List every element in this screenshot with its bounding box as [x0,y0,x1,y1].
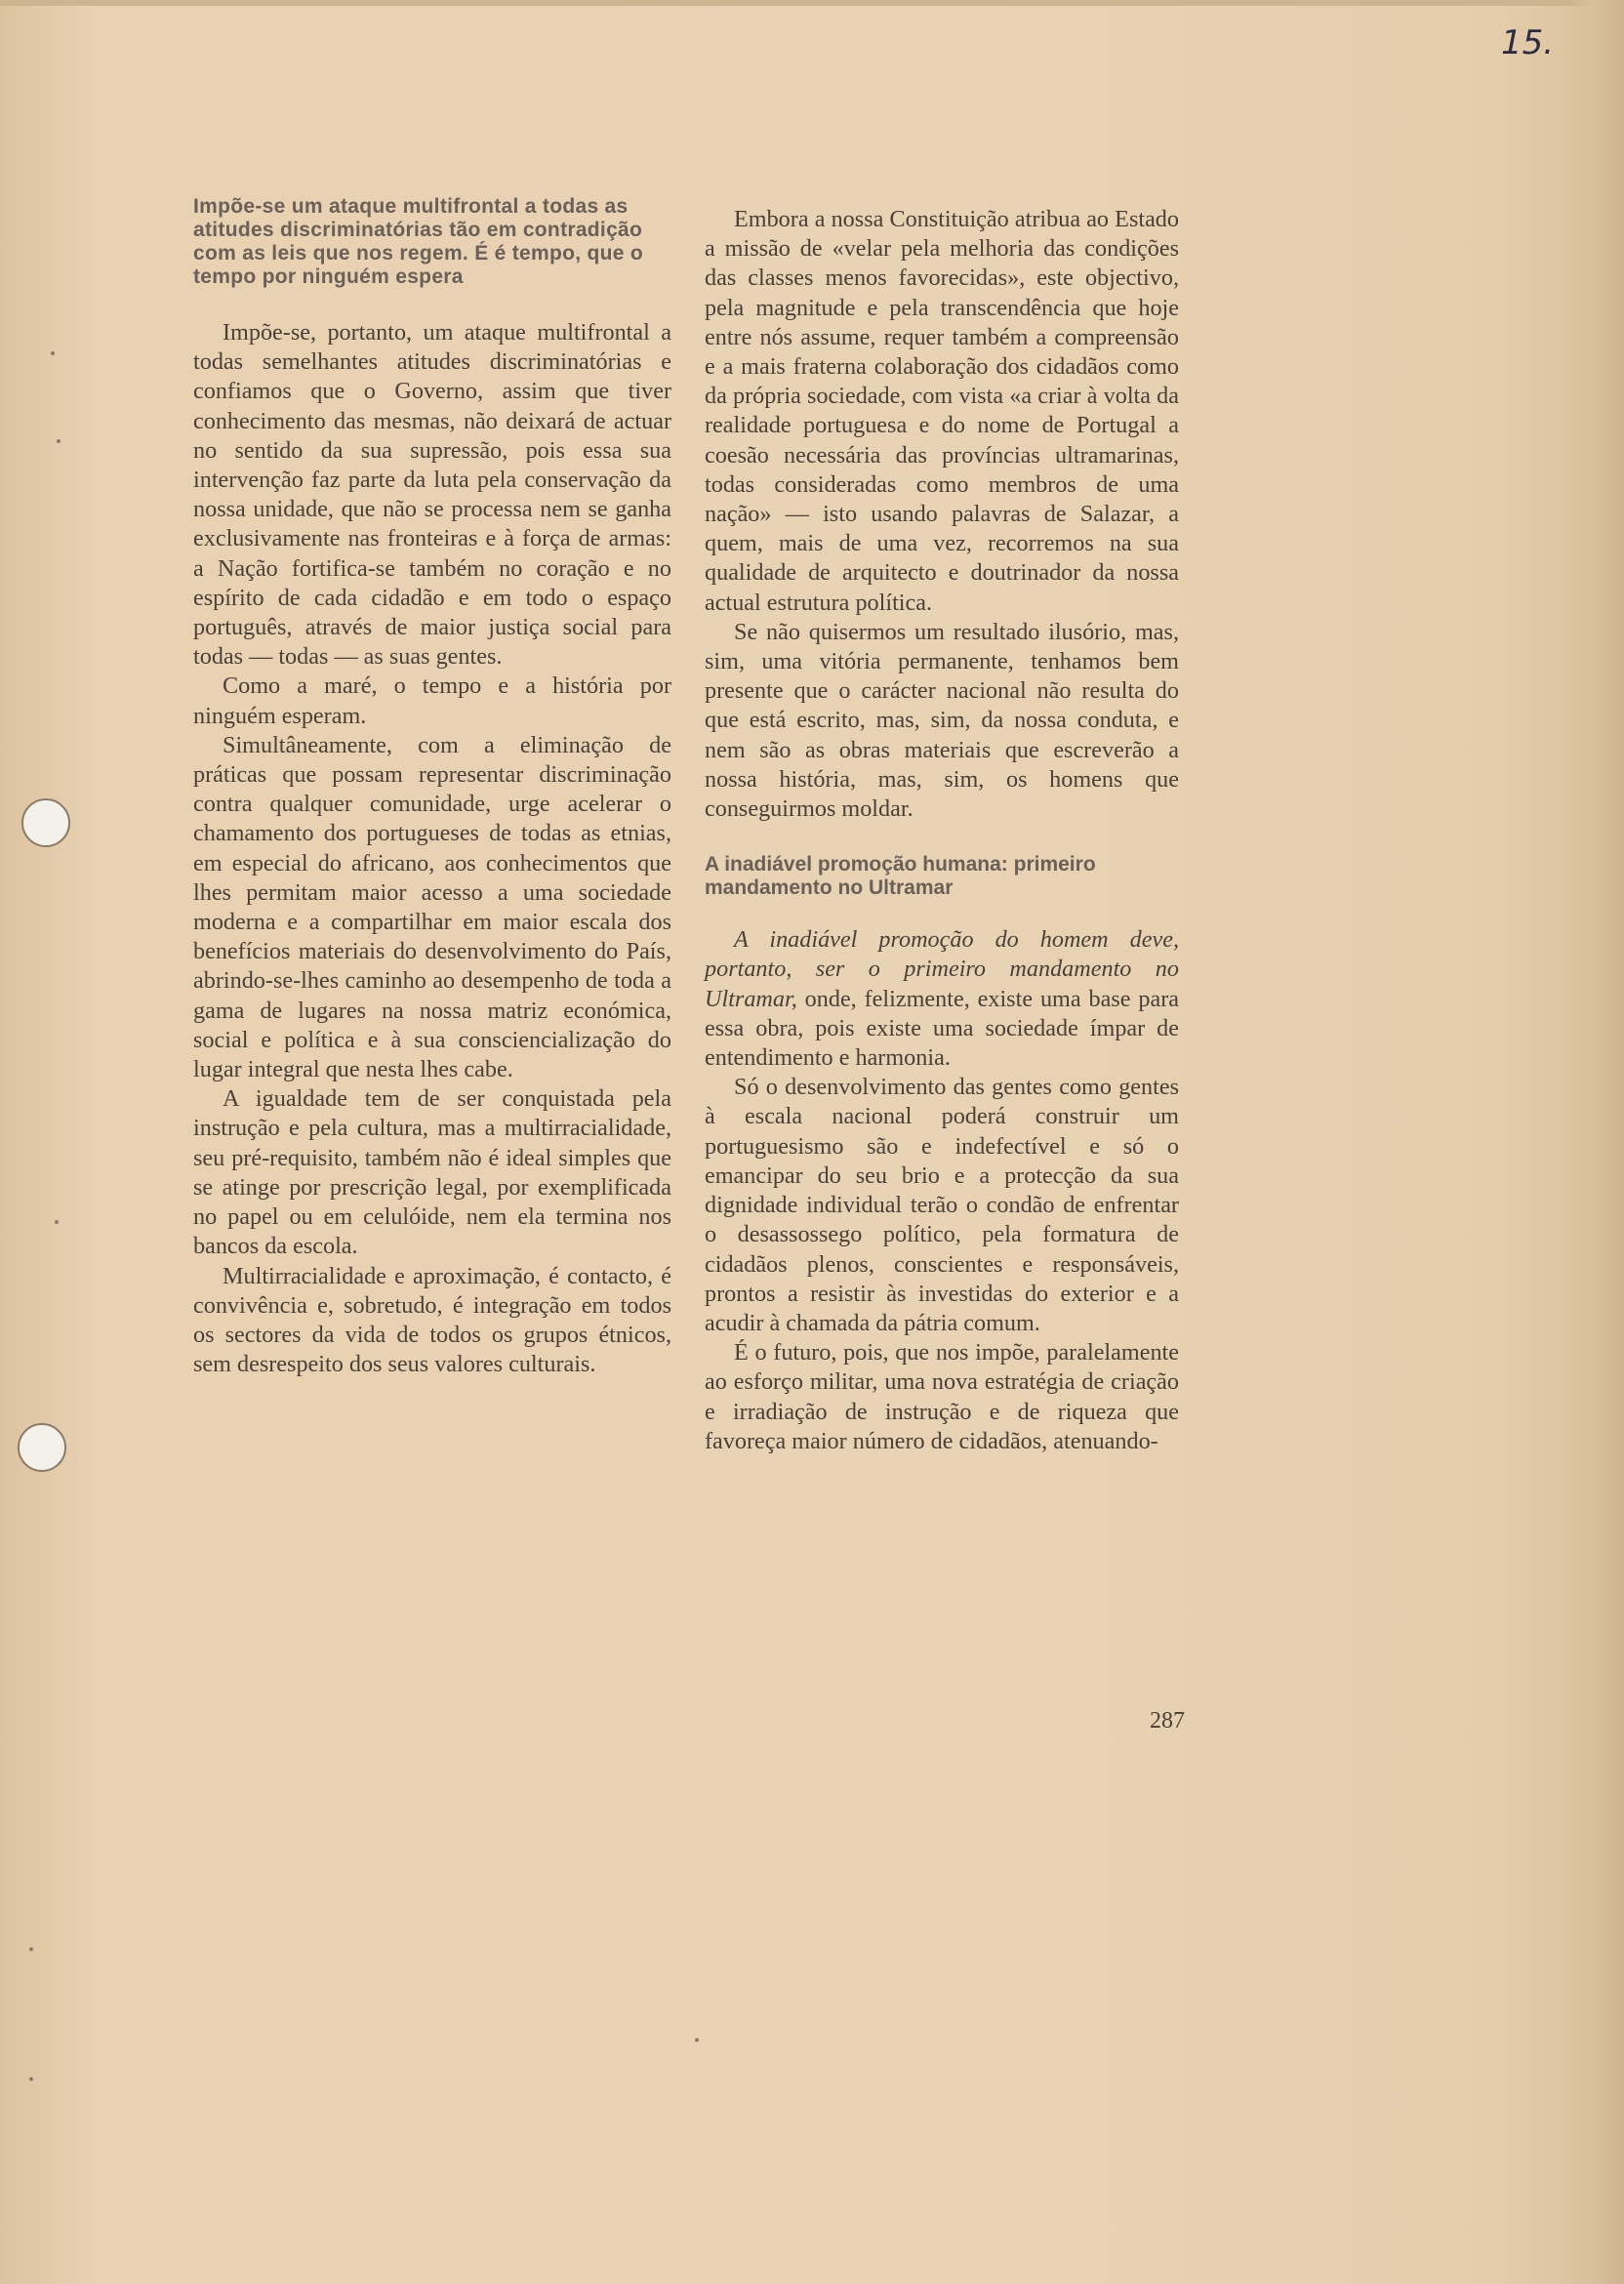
punch-hole-bottom [18,1423,66,1472]
paper-right-edge [1571,0,1624,2284]
right-paragraph-italic-lead [705,925,1179,1073]
italic-lead-rest: onde, felizmente, existe uma base para essa obra, pois existe uma sociedade ímpar de entendimento e harmonia. [705,985,1179,1072]
left-paragraph-5: Multirracialidade e aproximação, é contacto, é convivência e, sobretudo, é integração em todos os sectores da vida de todos os grupos étnicos, sem desrespeito dos seus valores culturais. [193,1262,671,1378]
paper-top-edge [0,0,1624,6]
punch-hole-top [21,798,70,847]
paper-speck [57,439,61,443]
right-paragraph-2: Se não quisermos um resultado ilusório, mas, sim, uma vitória permanente, tenhamos bem presente que o carácter nacional não resulta do que está escrito, mas, sim, da nossa conduta, e nem são as obras materiais que escreverão a nossa história, mas, sim, os homens que conseguirmos moldar. [705,618,1179,823]
right-paragraph-3: Só o desenvolvimento das gentes como gentes à escala nacional poderá construir um portuguesismo são e indefectível e só o emancipar do seu brio e a protecção da sua dignidade individual terão o condão de enfrentar o desassossego político, pela formatura de cidadãos plenos, conscientes e responsáveis, prontos a resistir às investidas do exterior e a acudir à chamada da pátria comum. [705,1074,1179,1336]
right-column-heading: A inadiável promoção humana: primeiro mandamento no Ultramar [705,853,1096,900]
paper-speck [695,2038,699,2042]
page-number: 287 [1150,1708,1185,1733]
paper-speck [29,2077,33,2081]
handwritten-folio-number: 15. [1501,23,1555,62]
right-column [705,205,1179,1456]
italic-lead-text: A inadiável promoção do homem deve, portanto, ser o primeiro mandamento no Ultramar, [705,926,1179,1012]
left-paragraph-1: Impõe-se, portanto, um ataque multifrontal a todas semelhantes atitudes discriminatórias e confiamos que o Governo, assim que tiver conhecimento das mesmas, não deixará de actuar no sentido da sua supressão, pois essa sua intervenção faz parte da luta pela conservação da nossa unidade, que não se processa nem se ganha exclusivamente nas fronteiras e à força de armas: a Nação fortifica-se também no coração e no espírito de cada cidadão e em todo o espaço português, através de maior justiça social para todas — todas — as suas gentes. [193,319,671,671]
paper-speck [29,1947,33,1951]
left-paragraph-2: Como a maré, o tempo e a história por ninguém esperam. [193,673,671,729]
left-column [193,195,671,1379]
left-paragraph-3: Simultâneamente, com a eliminação de práticas que possam representar discriminação contra qualquer comunidade, urge acelerar o chamamento dos portugueses de todas as etnias, em especial do africano, aos conhecimentos que lhes permitam maior acesso a uma sociedade moderna e a compartilhar em maior escala dos benefícios materiais do desenvolvimento do País, abrindo-se-lhes caminho ao desempenho de toda a gama de lugares na nossa matriz económica, social e política e à sua consciencialização do lugar integral que nesta lhes cabe. [193,731,671,1083]
paper-speck [51,351,55,355]
paper-speck [55,1220,59,1224]
right-paragraph-4: É o futuro, pois, que nos impõe, paralelamente ao esforço militar, uma nova estratégia de criação e irradiação de instrução e de riqueza que favoreça maior número de cidadãos, atenuando- [705,1339,1179,1454]
left-paragraph-4: A igualdade tem de ser conquistada pela instrução e pela cultura, mas a multirracialidade, seu pré-requisito, também não é ideal simples que se atinge por prescrição legal, por exemplificada no papel ou em celulóide, nem ela termina nos bancos da escola. [193,1085,671,1260]
left-column-heading: Impõe-se um ataque multifrontal a todas as atitudes discriminatórias tão em contradição com as leis que nos regem. É é tempo, que o tempo por ninguém espera [193,195,644,288]
right-paragraph-1: Embora a nossa Constituição atribua ao Estado a missão de «velar pela melhoria das condições das classes menos favorecidas», este objectivo, pela magnitude e pela transcendência que hoje entre nós assume, requer também a compreensão e a mais fraterna colaboração dos cidadãos como da própria sociedade, com vista «a criar à volta da realidade portuguesa e do nome de Portugal a coesão necessária das províncias ultramarinas, todas consideradas como membros de uma nação» — isto usando palavras de Salazar, a quem, mais de uma vez, recorremos na sua qualidade de arquitecto e doutrinador da nossa actual estrutura política. [705,206,1179,616]
